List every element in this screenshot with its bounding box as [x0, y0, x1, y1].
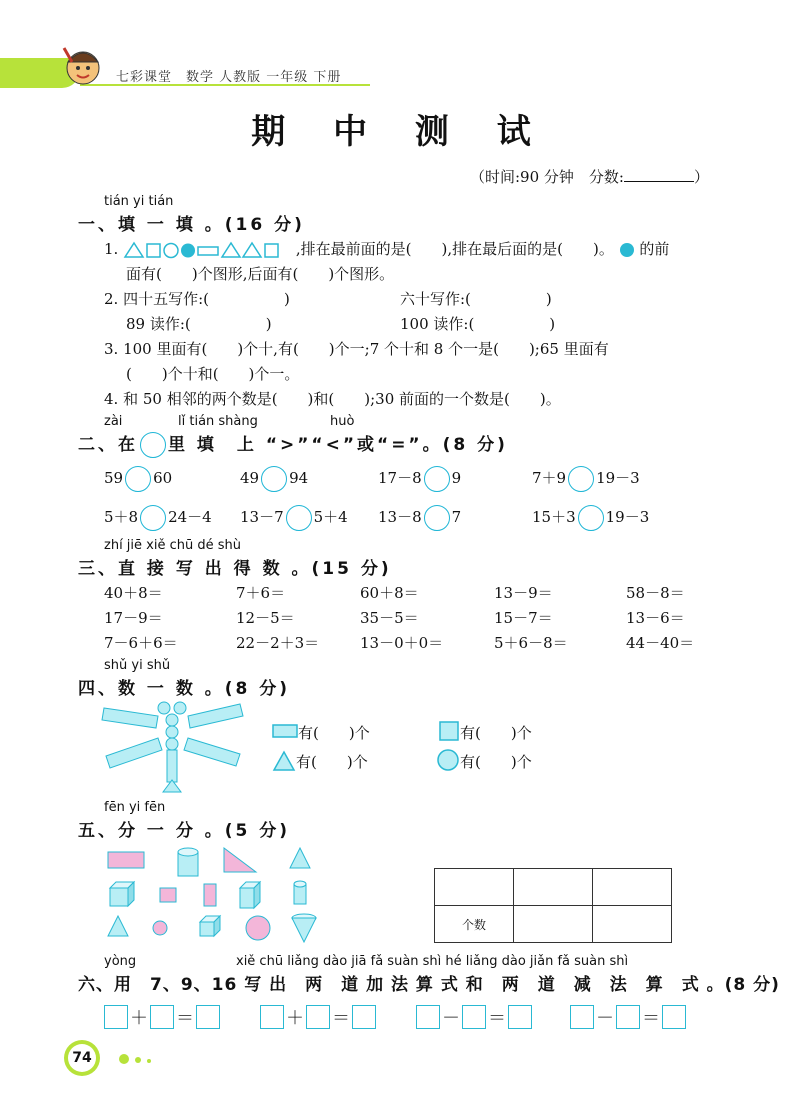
compare-left: 13－8 — [378, 508, 422, 526]
cube-icon — [200, 916, 220, 936]
page-number: 74 — [68, 1044, 96, 1072]
circle-icon — [153, 921, 167, 935]
count-circle: 有( )个 — [460, 753, 532, 771]
q1-number: 1. — [104, 240, 119, 258]
s1-q2a: 2. 四十五写作:( ) — [104, 290, 290, 308]
s1-q3b: ( )个十和( )个一。 — [126, 365, 300, 383]
table-row — [435, 869, 672, 906]
s1-q2b: 六十写作:( ) — [400, 290, 552, 308]
answer-box[interactable] — [260, 1005, 284, 1029]
table-cell[interactable] — [435, 869, 514, 906]
operator: ＋ — [286, 1008, 304, 1029]
operator: ＝ — [642, 1008, 660, 1029]
answer-box[interactable] — [616, 1005, 640, 1029]
equation-slot — [260, 1004, 376, 1030]
calc-item: 13－0＋0＝ — [360, 634, 444, 652]
operator: ＋ — [130, 1008, 148, 1029]
compare-left: 7＋9 — [532, 469, 567, 487]
dots-decoration-icon — [118, 1052, 158, 1066]
compare-circle[interactable] — [568, 466, 594, 492]
s5-pinyin: fēn yi fēn — [104, 800, 166, 815]
compare-right: 94 — [289, 469, 309, 487]
compare-circle[interactable] — [140, 505, 166, 531]
square-icon — [265, 244, 278, 257]
compare-left: 17－8 — [378, 469, 422, 487]
mascot-icon — [58, 40, 108, 90]
s3-pinyin: zhí jiē xiě chū dé shù — [104, 538, 241, 553]
compare-left: 59 — [104, 469, 124, 487]
compare-right: 19－3 — [605, 508, 650, 526]
calc-item: 13－9＝ — [494, 584, 553, 602]
q1-tail: 的前 — [639, 240, 670, 258]
s2-heading — [78, 430, 508, 458]
triangle-icon — [222, 243, 240, 257]
compare-circle[interactable] — [125, 466, 151, 492]
answer-box[interactable] — [662, 1005, 686, 1029]
operator: ＝ — [488, 1008, 506, 1029]
table-cell[interactable] — [514, 906, 593, 943]
triangle-icon — [125, 243, 143, 257]
calc-item: 13－6＝ — [626, 609, 685, 627]
calc-item: 22－2＋3＝ — [236, 634, 320, 652]
rectangle-icon — [108, 852, 144, 868]
triangle-icon — [272, 750, 296, 772]
answer-box[interactable] — [462, 1005, 486, 1029]
compare-item — [104, 466, 172, 492]
s2-pinyin-a: zài — [104, 414, 123, 429]
compare-circle[interactable] — [286, 505, 312, 531]
calc-item: 58－8＝ — [626, 584, 685, 602]
triangle-icon — [243, 243, 261, 257]
page-title: 期 中 测 试 — [251, 112, 549, 152]
answer-box[interactable] — [104, 1005, 128, 1029]
count-rectangle: 有( )个 — [298, 724, 370, 742]
s5-heading: 五、分 一 分 。(5 分) — [78, 821, 291, 841]
square-icon — [438, 720, 460, 742]
calc-item: 15－7＝ — [494, 609, 553, 627]
s1-q2d: 100 读作:( ) — [400, 315, 556, 333]
calc-item: 40＋8＝ — [104, 584, 163, 602]
time-score-info — [470, 166, 709, 187]
calc-item: 7＋6＝ — [236, 584, 286, 602]
compare-left: 5＋8 — [104, 508, 139, 526]
compare-right: 9 — [451, 469, 462, 487]
calc-item: 17－9＝ — [104, 609, 163, 627]
calc-item: 12－5＝ — [236, 609, 295, 627]
cube-icon — [110, 882, 134, 906]
s1-heading: 一、填 一 填 。(16 分) — [78, 215, 305, 235]
calc-item: 35－5＝ — [360, 609, 419, 627]
answer-box[interactable] — [570, 1005, 594, 1029]
compare-right: 7 — [451, 508, 462, 526]
operator: ＝ — [176, 1008, 194, 1029]
compare-circle[interactable] — [424, 466, 450, 492]
cuboid-icon — [240, 882, 260, 908]
compare-item — [378, 505, 461, 531]
answer-box[interactable] — [196, 1005, 220, 1029]
s2-heading-b: 里 填 上 “>”“<”或“=”。(8 分) — [168, 435, 508, 455]
equation-slot — [104, 1004, 220, 1030]
triangle-icon — [224, 848, 256, 872]
classification-table — [434, 868, 672, 943]
score-blank[interactable] — [624, 167, 694, 182]
cylinder-icon — [294, 881, 306, 904]
compare-right: 19－3 — [596, 469, 640, 487]
equation-slot — [416, 1004, 532, 1030]
operator: ＝ — [332, 1008, 350, 1029]
table-cell[interactable] — [593, 869, 672, 906]
header-text: 七彩课堂 数学 人教版 一年级 下册 — [116, 70, 342, 85]
answer-box[interactable] — [150, 1005, 174, 1029]
circle-icon — [246, 916, 270, 940]
s1-pinyin: tián yi tián — [104, 194, 174, 209]
filled-circle-icon — [181, 244, 195, 258]
compare-right: 24－4 — [168, 508, 212, 526]
compare-item — [532, 466, 640, 492]
table-cell[interactable] — [593, 906, 672, 943]
triangle-icon — [108, 916, 128, 936]
s6-heading: 六、用 7、9、16 写 出 两 道 加 法 算 式 和 两 道 减 法 算 式 。(8 分) — [78, 975, 780, 995]
s4-heading: 四、数 一 数 。(8 分) — [78, 679, 291, 699]
triangle-icon — [290, 848, 310, 868]
compare-circle[interactable] — [424, 505, 450, 531]
dragonfly-figure — [100, 700, 250, 800]
shapes-to-classify — [100, 842, 330, 946]
s3-heading: 三、直 接 写 出 得 数 。(15 分) — [78, 559, 392, 579]
s1-q2c: 89 读作:( ) — [126, 315, 272, 333]
calc-item: 44－40＝ — [626, 634, 695, 652]
count-square: 有( )个 — [460, 724, 532, 742]
operator: － — [442, 1008, 460, 1029]
s4-pinyin: shǔ yi shǔ — [104, 658, 171, 673]
answer-box[interactable] — [352, 1005, 376, 1029]
q1-text: ,排在最前面的是( ),排在最后面的是( )。 — [295, 240, 614, 258]
s1-q1-line2: 面有( )个图形,后面有( )个图形。 — [126, 265, 395, 283]
answer-box[interactable] — [508, 1005, 532, 1029]
rectangle-icon — [204, 884, 216, 906]
shape-sequence — [123, 241, 291, 259]
compare-item — [104, 505, 212, 531]
table-cell[interactable] — [514, 869, 593, 906]
compare-circle[interactable] — [261, 466, 287, 492]
answer-box[interactable] — [416, 1005, 440, 1029]
compare-item — [378, 466, 461, 492]
table-label-cell: 个数 — [435, 906, 514, 943]
s2-pinyin-b: lǐ tián shàng — [178, 414, 258, 429]
equation-slot — [570, 1004, 686, 1030]
filled-circle-icon — [619, 242, 635, 258]
time-info-suffix: ） — [693, 168, 709, 186]
cylinder-icon — [178, 848, 198, 876]
square-icon — [160, 888, 176, 902]
circle-icon — [164, 244, 178, 258]
compare-left: 15＋3 — [532, 508, 576, 526]
calc-item: 7－6＋6＝ — [104, 634, 178, 652]
s1-q4: 4. 和 50 相邻的两个数是( )和( );30 前面的一个数是( )。 — [104, 390, 561, 408]
s6-pinyin-b: xiě chū liǎng dào jiā fǎ suàn shì hé liǎng dào jiǎn fǎ suàn shì — [236, 954, 629, 969]
rectangle-icon — [272, 722, 298, 740]
compare-right: 60 — [153, 469, 173, 487]
s2-heading-a: 二、在 — [78, 435, 138, 455]
compare-circle[interactable] — [578, 505, 604, 531]
compare-left: 13－7 — [240, 508, 284, 526]
circle-icon — [140, 432, 166, 458]
rectangle-icon — [198, 247, 218, 255]
circle-icon — [436, 748, 460, 772]
s1-q3a: 3. 100 里面有( )个十,有( )个一;7 个十和 8 个一是( );65 里面有 — [104, 340, 609, 358]
s6-pinyin-a: yòng — [104, 954, 137, 969]
s1-q1-line — [104, 238, 669, 259]
calc-item: 60＋8＝ — [360, 584, 419, 602]
compare-left: 49 — [240, 469, 260, 487]
square-icon — [147, 244, 160, 257]
compare-item — [240, 466, 308, 492]
count-triangle: 有( )个 — [296, 753, 368, 771]
cone-icon — [292, 914, 316, 942]
answer-box[interactable] — [306, 1005, 330, 1029]
operator: － — [596, 1008, 614, 1029]
compare-item — [532, 505, 649, 531]
time-info-prefix: （时间:90 分钟 分数: — [470, 168, 624, 186]
compare-item — [240, 505, 348, 531]
compare-right: 5＋4 — [313, 508, 348, 526]
calc-item: 5＋6－8＝ — [494, 634, 568, 652]
s2-pinyin-c: huò — [330, 414, 355, 429]
table-row — [435, 906, 672, 943]
